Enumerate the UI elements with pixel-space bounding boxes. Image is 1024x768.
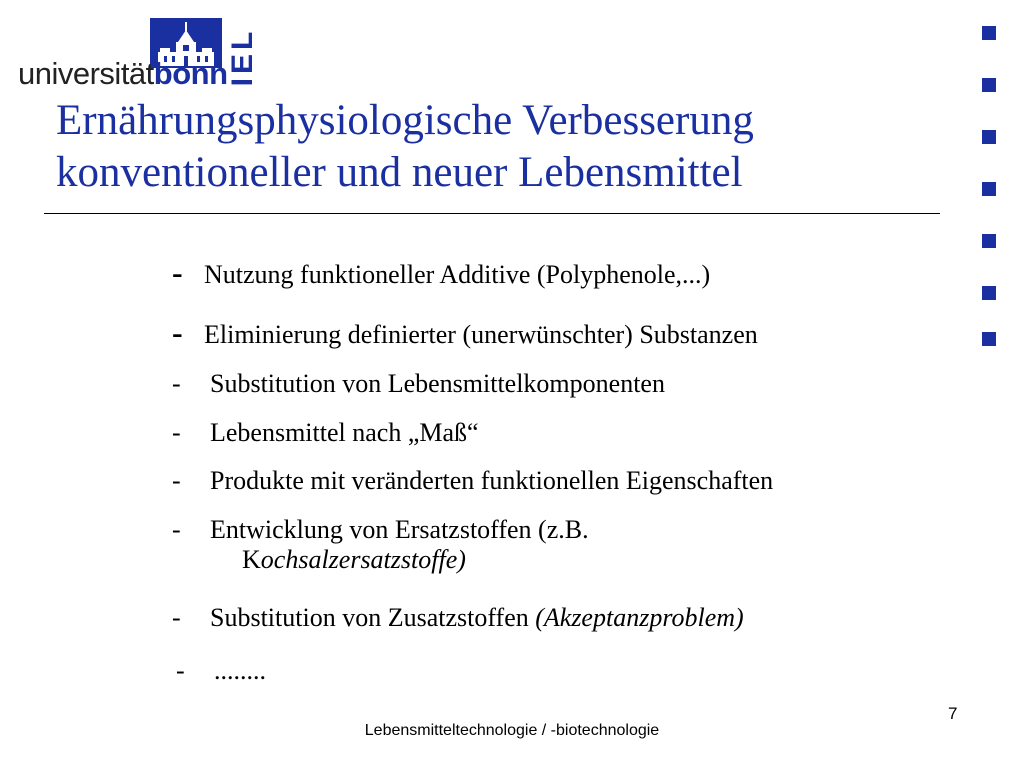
dash-bullet: - bbox=[176, 656, 185, 685]
list-item-continuation bbox=[172, 545, 589, 575]
list-item-text: Substitution von Lebensmittelkomponenten bbox=[210, 369, 665, 398]
dash-bullet: - bbox=[172, 418, 181, 447]
continuation-italic: ochsalzersatzstoffe) bbox=[260, 545, 466, 574]
page-number: 7 bbox=[948, 704, 958, 723]
list-item-text: Produkte mit veränderten funktionellen Eigenschaften bbox=[210, 466, 774, 495]
list-item-italic-suffix: (Akzeptanzproblem) bbox=[535, 603, 744, 632]
list-item bbox=[172, 314, 758, 350]
slide-title bbox=[56, 95, 936, 199]
list-item-text: ........ bbox=[214, 656, 266, 685]
square-bullet-icon bbox=[982, 234, 996, 248]
dash-bullet: - bbox=[172, 254, 183, 290]
list-item-text: Substitution von Zusatzstoffen bbox=[210, 603, 536, 632]
dash-bullet: - bbox=[172, 515, 181, 544]
footer-text: Lebensmitteltechnologie / -biotechnologie bbox=[364, 722, 660, 739]
list-item bbox=[172, 515, 589, 575]
wordmark-universitat: universität bbox=[18, 56, 154, 91]
square-bullet-icon bbox=[982, 332, 996, 346]
title-line-2: konventioneller und neuer Lebensmittel bbox=[56, 149, 743, 196]
square-bullet-icon bbox=[982, 78, 996, 92]
list-item-text: Nutzung funktioneller Additive (Polyphenole,...) bbox=[204, 260, 711, 289]
iel-text: IEL bbox=[226, 27, 259, 87]
dash-bullet: - bbox=[172, 369, 181, 398]
continuation-prefix: K bbox=[242, 545, 261, 574]
list-item bbox=[172, 254, 711, 290]
title-underline bbox=[44, 213, 940, 214]
dash-bullet: - bbox=[172, 314, 183, 350]
university-logo bbox=[18, 14, 259, 96]
dash-bullet: - bbox=[172, 466, 181, 495]
university-wordmark bbox=[18, 58, 228, 89]
list-item-text: Eliminierung definierter (unerwünschter) Substanzen bbox=[204, 320, 758, 349]
wordmark-bonn: bonn bbox=[153, 56, 228, 91]
dash-bullet: - bbox=[172, 603, 181, 632]
square-bullet-icon bbox=[982, 130, 996, 144]
square-bullet-icon bbox=[982, 26, 996, 40]
list-item bbox=[176, 656, 266, 686]
list-item bbox=[172, 466, 773, 496]
iel-logo bbox=[226, 20, 259, 94]
title-line-1: Ernährungsphysiologische Verbesserung bbox=[56, 97, 754, 144]
square-bullet-icon bbox=[982, 286, 996, 300]
list-item bbox=[172, 418, 479, 448]
square-bullet-icon bbox=[982, 182, 996, 196]
list-item bbox=[172, 603, 744, 633]
list-item bbox=[172, 369, 665, 399]
list-item-text: Lebensmittel nach „Maß“ bbox=[210, 418, 479, 447]
list-item-text: Entwicklung von Ersatzstoffen (z.B. bbox=[210, 515, 589, 544]
